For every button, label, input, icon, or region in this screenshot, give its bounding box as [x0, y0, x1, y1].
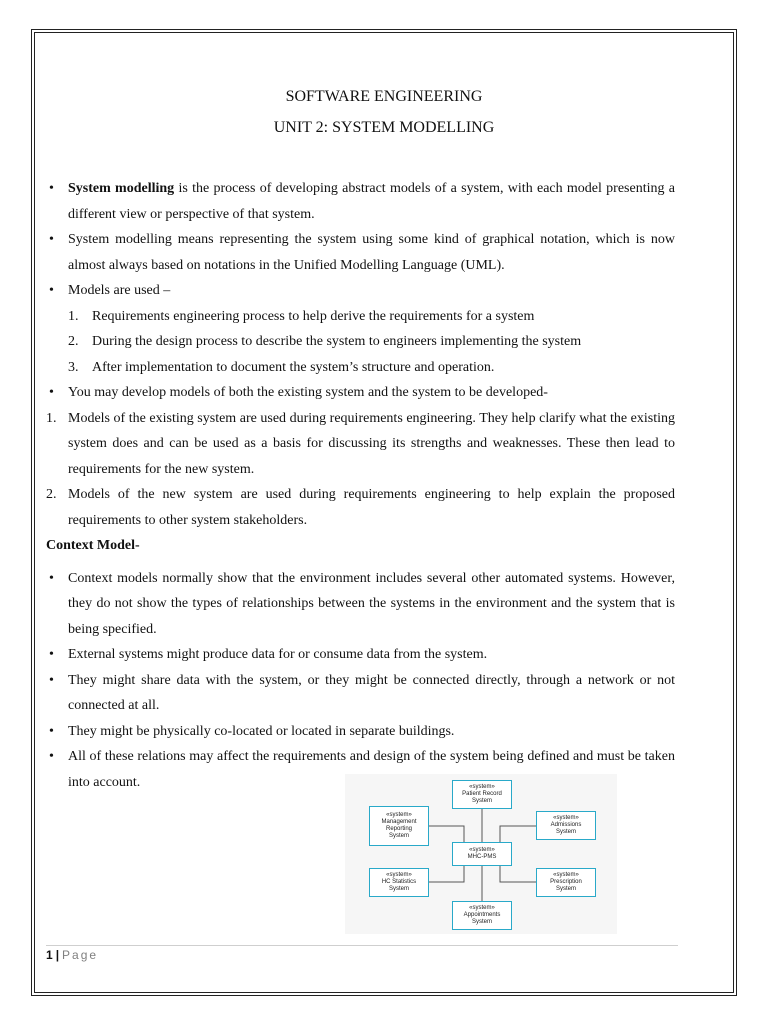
connector-management [429, 826, 464, 842]
footer-separator: | [55, 948, 60, 962]
box-management-reporting-system [369, 806, 429, 846]
sub-list-item [46, 304, 675, 330]
box-label: MHC-PMS [467, 854, 497, 860]
box-label: System [388, 886, 409, 892]
page-word: Page [62, 948, 99, 962]
list-number: 1. [68, 308, 79, 324]
bullet-develop-models: • You may develop models of both the existing system and the system to be developed- [46, 380, 675, 406]
connector-admissions [500, 826, 536, 842]
stereotype-label: «system» [386, 872, 412, 878]
box-prescription-system [536, 868, 596, 897]
sub-list-item [46, 329, 675, 355]
numbered-item [46, 482, 675, 533]
connector-prescription [500, 866, 536, 882]
box-label: System [471, 919, 492, 925]
page-number: 1 [46, 948, 53, 962]
sub-list-item [46, 355, 675, 381]
box-label: System [471, 798, 492, 804]
bullet-models-used: • Models are used – [46, 278, 675, 304]
document-subtitle: UNIT 2: SYSTEM MODELLING [273, 119, 495, 136]
box-label: System [388, 833, 409, 839]
box-label: Patient Record [462, 791, 502, 797]
box-label: Reporting [385, 826, 412, 832]
box-label: Appointments [463, 912, 501, 918]
stereotype-label: «system» [553, 872, 579, 878]
bullet-text: is the process of developing abstract models of a system, with each model presenting a different view or perspective of that system. [68, 181, 675, 222]
context-bullet: • Context models normally show that the environment includes several other automated systems. However, they do not show the types of relationships between the systems in the environment and the system that is being specified. [46, 566, 675, 643]
stereotype-label: «system» [469, 784, 495, 790]
box-label: Admissions [550, 822, 582, 828]
stereotype-label: «system» [553, 815, 579, 821]
box-appointments-system [452, 901, 512, 930]
stereotype-label: «system» [469, 847, 495, 853]
page-footer [46, 948, 98, 962]
box-label: System [555, 886, 576, 892]
list-item-text: Models of the existing system are used during requirements engineering. They help clarify what the existing system does and can be used as a basis for discussing its strengths and weaknesses. These then lead to requirements for the new system. [68, 410, 675, 477]
list-item-text: Requirements engineering process to help derive the requirements for a system [92, 308, 535, 324]
box-label: HC Statistics [381, 879, 417, 885]
context-bullet: • All of these relations may affect the requirements and design of the system being defined and must be taken into account. [46, 744, 675, 795]
list-number: 3. [68, 359, 79, 375]
context-model-heading: Context Model- [46, 538, 140, 553]
box-mhc-pms [452, 842, 512, 866]
context-bullet: • External systems might produce data for or consume data from the system. [46, 642, 675, 668]
numbered-item [46, 406, 675, 483]
box-admissions-system [536, 811, 596, 840]
context-bullet: • They might be physically co-located or located in separate buildings. [46, 719, 675, 745]
footer-rule [46, 945, 678, 946]
list-item-text: Models of the new system are used during requirements engineering to help explain the proposed requirements to other system stakeholders. [68, 487, 675, 528]
box-patient-record-system [452, 780, 512, 809]
box-label: Prescription [550, 879, 582, 885]
list-item-text: During the design process to describe the system to engineers implementing the system [92, 334, 582, 349]
document-title: SOFTWARE ENGINEERING [285, 88, 483, 105]
bullet-system-modelling-definition [46, 176, 675, 227]
context-model-diagram [345, 774, 617, 934]
list-number: 1. [46, 410, 57, 426]
bold-term: System modelling [68, 181, 175, 196]
context-bullet: • They might share data with the system, or they might be connected directly, through a network or not connected at all. [46, 668, 675, 719]
list-number: 2. [46, 487, 57, 502]
box-label: Management [381, 819, 417, 825]
stereotype-label: «system» [469, 905, 495, 911]
bullet-graphical-notation: • System modelling means representing the system using some kind of graphical notation, which is now almost always based on notations in the Unified Modelling Language (UML). [46, 227, 675, 278]
box-hc-statistics-system [369, 868, 429, 897]
list-item-text: After implementation to document the system’s structure and operation. [92, 359, 495, 375]
connector-hc-statistics [429, 866, 464, 882]
box-label: System [555, 829, 576, 835]
document-body [46, 176, 675, 795]
list-number: 2. [68, 334, 79, 349]
stereotype-label: «system» [386, 812, 412, 818]
